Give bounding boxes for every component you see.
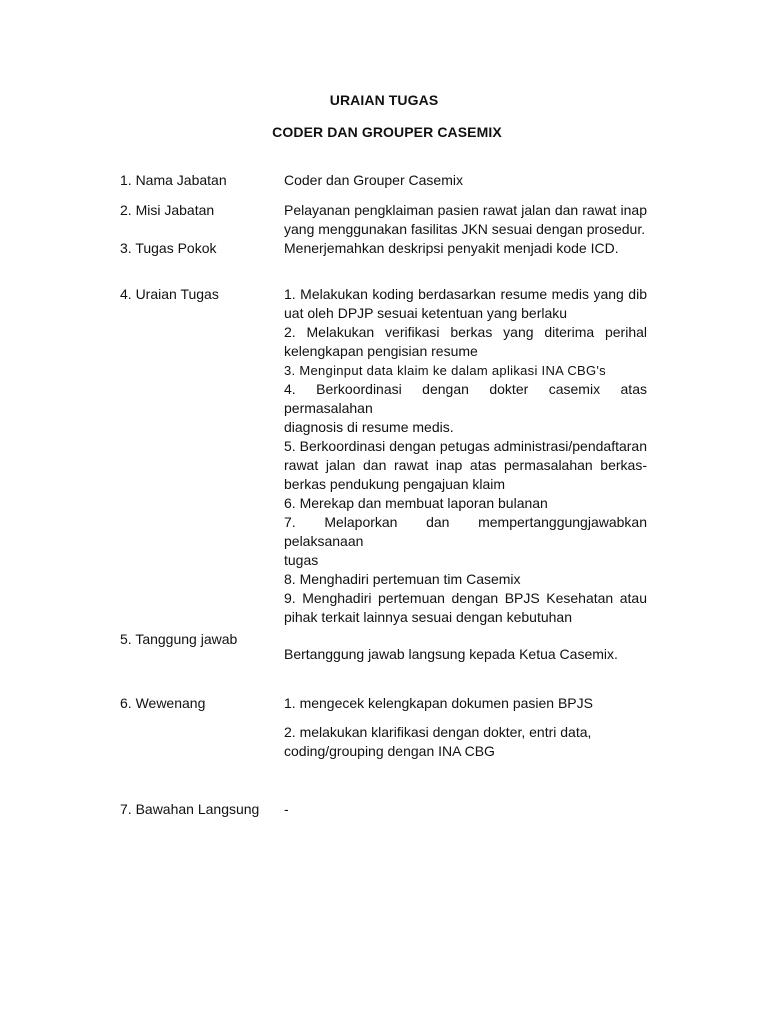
list-item (284, 437, 647, 494)
text-line: 1. mengecek kelengkapan dokumen pasien BPJS (284, 695, 593, 711)
label-misi-jabatan: 2. Misi Jabatan (120, 202, 215, 218)
value-nama-jabatan: Coder dan Grouper Casemix (284, 172, 463, 188)
label-tanggung-jawab: 5. Tanggung jawab (120, 631, 238, 647)
list-item (284, 589, 647, 627)
text-line: rawat jalan dan rawat inap atas permasalahan berkas- (284, 457, 647, 473)
value-bawahan-langsung: - (284, 801, 289, 817)
text-line: pihak terkait lainnya sesuai dengan kebutuhan (284, 609, 572, 625)
label-bawahan-langsung: 7. Bawahan Langsung (120, 801, 260, 817)
list-item (284, 285, 647, 323)
text-line: diagnosis di resume medis. (284, 419, 454, 435)
label-wewenang: 6. Wewenang (120, 695, 206, 711)
text-line: 2. melakukan klarifikasi dengan dokter, entri data, (284, 724, 592, 740)
list-item (284, 513, 647, 570)
text-line: uat oleh DPJP sesuai ketentuan yang berlaku (284, 305, 568, 321)
text-line: coding/grouping dengan INA CBG (284, 743, 495, 759)
text-line: berkas pendukung pengajuan klaim (284, 476, 506, 492)
list-item (284, 380, 647, 437)
text-line: 1. Melakukan koding berdasarkan resume medis yang dib (284, 286, 647, 302)
list-item (284, 694, 647, 713)
document-title: URAIAN TUGAS (329, 92, 439, 108)
list-item (284, 361, 647, 380)
text-line: 8. Menghadiri pertemuan tim Casemix (284, 571, 521, 587)
text-line: Pelayanan pengklaiman pasien rawat jalan dan rawat inap (284, 202, 647, 218)
document-subtitle: CODER DAN GROUPER CASEMIX (272, 124, 502, 140)
text-line: 5. Berkoordinasi dengan petugas administrasi/pendaftaran (284, 438, 647, 454)
value-tugas-pokok: Menerjemahkan deskripsi penyakit menjadi kode ICD. (284, 240, 619, 256)
text-line: 3. Menginput data klaim ke dalam aplikasi INA CBG's (284, 363, 606, 378)
value-misi-jabatan (284, 201, 647, 239)
text-line: 4. Berkoordinasi dengan dokter casemix atas permasalahan (284, 381, 647, 416)
label-nama-jabatan: 1. Nama Jabatan (120, 172, 227, 188)
text-line: yang menggunakan fasilitas JKN sesuai dengan prosedur. (284, 221, 646, 237)
text-line: tugas (284, 552, 319, 568)
value-wewenang-list (284, 694, 647, 761)
list-item (284, 494, 647, 513)
text-line: 9. Menghadiri pertemuan dengan BPJS Kesehatan atau (284, 590, 647, 606)
value-tanggung-jawab: Bertanggung jawab langsung kepada Ketua Casemix. (284, 646, 618, 662)
value-uraian-tugas-list (284, 285, 647, 627)
text-line: kelengkapan pengisian resume (284, 343, 478, 359)
text-line: 7. Melaporkan dan mempertanggungjawabkan pelaksanaan (284, 514, 647, 549)
text-line: 6. Merekap dan membuat laporan bulanan (284, 495, 548, 511)
list-item (284, 723, 647, 761)
list-item (284, 323, 647, 361)
list-item (284, 570, 647, 589)
text-line: 2. Melakukan verifikasi berkas yang diterima perihal (284, 324, 647, 340)
label-tugas-pokok: 3. Tugas Pokok (120, 240, 217, 256)
label-uraian-tugas: 4. Uraian Tugas (120, 286, 219, 302)
